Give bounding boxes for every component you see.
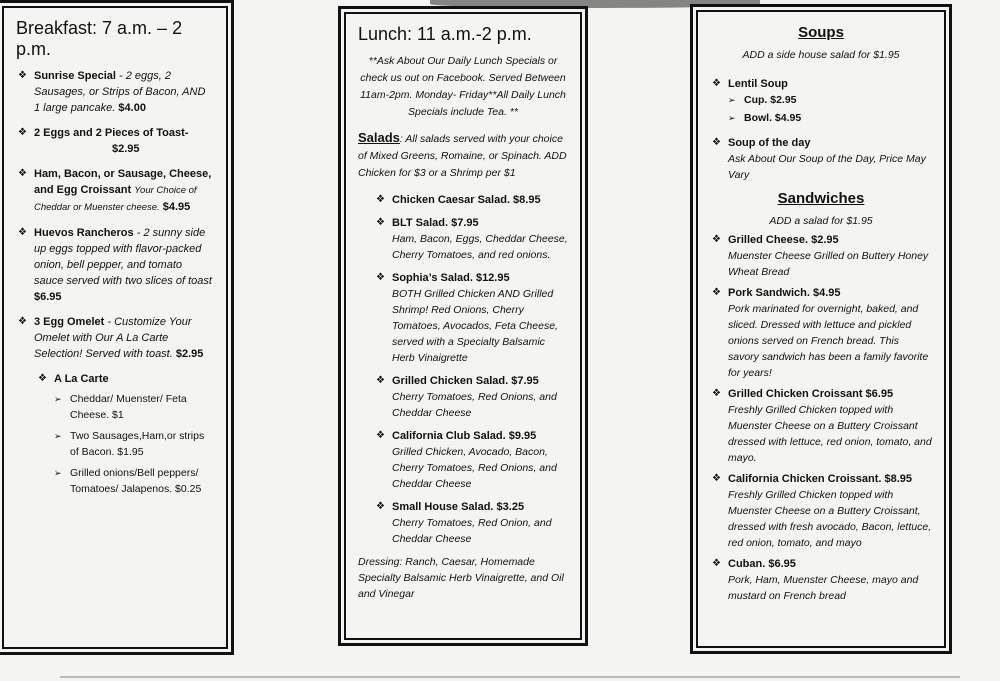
a-la-carte-list xyxy=(54,391,214,497)
bullet-icon: ❖ xyxy=(712,234,721,245)
item-name: Sunrise Special xyxy=(34,70,116,82)
salad-item xyxy=(374,373,568,421)
sandwich-item xyxy=(710,285,932,381)
arrow-icon: ➢ xyxy=(728,113,736,123)
a-la-carte-text: Cheddar/ Muenster/ Feta Cheese. $1 xyxy=(70,393,187,421)
salad-name: Grilled Chicken Salad. $7.95 xyxy=(392,375,539,387)
bullet-icon: ❖ xyxy=(18,70,27,81)
breakfast-list xyxy=(16,68,214,362)
salad-name: California Club Salad. $9.95 xyxy=(392,430,537,442)
sandwich-item xyxy=(710,232,932,280)
sandwich-desc: Muenster Cheese Grilled on Buttery Honey Wheat Bread xyxy=(728,250,929,278)
soups-title: Soups xyxy=(798,24,844,41)
salad-list xyxy=(358,192,568,547)
salad-item xyxy=(374,428,568,492)
sandwiches-title: Sandwiches xyxy=(777,190,865,207)
breakfast-item xyxy=(16,68,214,116)
bullet-icon: ❖ xyxy=(376,194,385,205)
page-edge xyxy=(60,676,960,678)
arrow-icon: ➢ xyxy=(54,468,62,478)
sandwich-name: Grilled Cheese. $2.95 xyxy=(728,234,839,246)
bullet-icon: ❖ xyxy=(712,287,721,298)
salad-desc: Cherry Tomatoes, Red Onion, and Cheddar Cheese xyxy=(392,517,552,545)
salad-item xyxy=(374,215,568,263)
breakfast-item xyxy=(16,125,214,157)
soup-of-day-name: Soup of the day xyxy=(728,137,811,149)
salad-name: Chicken Caesar Salad. $8.95 xyxy=(392,194,541,206)
lunch-note: **Ask About Our Daily Lunch Specials or check us out on Facebook. Served Between 11am-2pm. Monday- Friday**All Daily Lunch Specials include Tea. ** xyxy=(360,55,566,118)
breakfast-item xyxy=(16,166,214,216)
sandwich-desc: Pork, Ham, Muenster Cheese, mayo and mustard on French bread xyxy=(728,574,919,602)
breakfast-title: Breakfast: 7 a.m. – 2 p.m. xyxy=(16,18,183,59)
salad-item xyxy=(374,270,568,366)
a-la-carte-item xyxy=(54,465,214,497)
item-price: $4.00 xyxy=(118,102,146,114)
lentil-bowl: ➢ Bowl. $4.95 xyxy=(728,112,802,124)
salad-desc: BOTH Grilled Chicken AND Grilled Shrimp! Red Onions, Cherry Tomatoes, Avocados, Feta Cheese, served with a Specialty Balsamic Herb Vinaigrette xyxy=(392,288,558,364)
bullet-icon: ❖ xyxy=(376,501,385,512)
breakfast-panel xyxy=(0,0,234,655)
bullet-icon: ❖ xyxy=(712,137,721,148)
sandwich-name: Cuban. $6.95 xyxy=(728,558,796,570)
item-name: 3 Egg Omelet xyxy=(34,316,105,328)
item-desc: - 2 eggs, 2 Sausages, or Strips of Bacon, AND 1 large pancake. xyxy=(34,70,206,114)
salad-name: Small House Salad. $3.25 xyxy=(392,501,525,513)
salad-name: BLT Salad. $7.95 xyxy=(392,217,479,229)
lunch-panel xyxy=(338,6,588,646)
a-la-carte-text: Two Sausages,Ham,or strips of Bacon. $1.95 xyxy=(70,430,205,458)
a-la-carte-item xyxy=(54,391,214,423)
bullet-icon: ❖ xyxy=(18,168,27,179)
salad-desc: Grilled Chicken, Avocado, Bacon, Cherry Tomatoes, Red Onions, and Cheddar Cheese xyxy=(392,446,557,490)
item-price: $2.95 xyxy=(112,143,140,155)
arrow-icon: ➢ xyxy=(728,95,736,105)
soup-of-day-desc: Ask About Our Soup of the Day, Price May Vary xyxy=(728,153,926,181)
sandwich-item xyxy=(710,386,932,466)
soups-note: ADD a side house salad for $1.95 xyxy=(742,49,900,61)
item-desc: - Customize Your Omelet with Our A La Carte Selection! Served with toast. xyxy=(34,316,192,360)
arrow-icon: ➢ xyxy=(54,394,62,404)
bullet-icon: ❖ xyxy=(376,430,385,441)
lunch-title: Lunch: 11 a.m.-2 p.m. xyxy=(358,24,532,44)
item-name: Huevos Rancheros xyxy=(34,227,134,239)
a-la-carte-text: Grilled onions/Bell peppers/ Tomatoes/ Jalapenos. $0.25 xyxy=(70,467,202,495)
bullet-icon: ❖ xyxy=(712,558,721,569)
salads-title: Salads xyxy=(358,130,400,145)
sandwich-name: California Chicken Croissant. $8.95 xyxy=(728,473,913,485)
item-price: $4.95 xyxy=(162,201,191,213)
item-name: Ham, Bacon, or Sausage, Cheese, and Egg Croissant xyxy=(34,168,212,196)
a-la-carte-item xyxy=(54,428,214,460)
item-desc: - 2 sunny side up eggs topped with flavor-packed onion, bell pepper, and tomato sauce served with two slices of toast xyxy=(34,227,212,287)
a-la-carte xyxy=(36,371,214,497)
salads-header xyxy=(358,129,568,182)
salad-name: Sophia’s Salad. $12.95 xyxy=(392,272,510,284)
item-price: $6.95 xyxy=(34,291,62,303)
lentil-soup xyxy=(710,76,932,126)
bullet-icon: ❖ xyxy=(18,227,27,238)
salad-desc: Cherry Tomatoes, Red Onions, and Cheddar Cheese xyxy=(392,391,557,419)
bullet-icon: ❖ xyxy=(712,78,721,89)
sandwich-desc: Freshly Grilled Chicken topped with Muenster Cheese on a Buttery Croissant dressed with lettuce, red onion, tomato, and mayo. xyxy=(728,404,932,464)
bullet-icon: ❖ xyxy=(376,375,385,386)
item-name: 2 Eggs and 2 Pieces of Toast- xyxy=(34,127,189,139)
lentil-cup: ➢ Cup. $2.95 xyxy=(728,94,797,106)
breakfast-item xyxy=(16,225,214,305)
sandwich-name: Pork Sandwich. $4.95 xyxy=(728,287,841,299)
bullet-icon: ❖ xyxy=(18,127,27,138)
salads-desc: : All salads served with your choice of Mixed Greens, Romaine, or Spinach. ADD Chicken for $3 or a Shrimp per $1 xyxy=(358,133,567,179)
a-la-carte-title: A La Carte xyxy=(54,373,109,385)
sandwich-list xyxy=(710,232,932,604)
salad-item xyxy=(374,192,568,208)
bullet-icon: ❖ xyxy=(712,388,721,399)
sandwich-desc: Freshly Grilled Chicken topped with Muenster Cheese on a Buttery Croissant, dressed with fresh avocado, Bacon, lettuce, red onion, tomato, and mayo xyxy=(728,489,932,549)
sandwiches-note: ADD a salad for $1.95 xyxy=(769,215,873,227)
soup-of-the-day xyxy=(710,135,932,183)
salad-desc: Ham, Bacon, Eggs, Cheddar Cheese, Cherry Tomatoes, and red onions. xyxy=(392,233,568,261)
dressing-note: Dressing: Ranch, Caesar, Homemade Specialty Balsamic Herb Vinaigrette, and Oil and Vinegar xyxy=(358,556,564,600)
soups-sandwiches-panel xyxy=(690,4,952,654)
sandwich-desc: Pork marinated for overnight, baked, and sliced. Dressed with lettuce and pickled onions served on French bread. This savory sandwich has been a family favorite for years! xyxy=(728,303,929,379)
bullet-icon: ❖ xyxy=(38,373,47,384)
sandwich-name: Grilled Chicken Croissant $6.95 xyxy=(728,388,894,400)
bullet-icon: ❖ xyxy=(376,272,385,283)
sandwich-item xyxy=(710,471,932,551)
arrow-icon: ➢ xyxy=(54,431,62,441)
sandwich-item xyxy=(710,556,932,604)
item-desc: Your Choice of Cheddar or Muenster cheese. xyxy=(34,185,197,213)
bullet-icon: ❖ xyxy=(18,316,27,327)
breakfast-item xyxy=(16,314,214,362)
item-price: $2.95 xyxy=(175,348,204,360)
lentil-soup-name: Lentil Soup xyxy=(728,78,788,90)
bullet-icon: ❖ xyxy=(376,217,385,228)
salad-item xyxy=(374,499,568,547)
bullet-icon: ❖ xyxy=(712,473,721,484)
